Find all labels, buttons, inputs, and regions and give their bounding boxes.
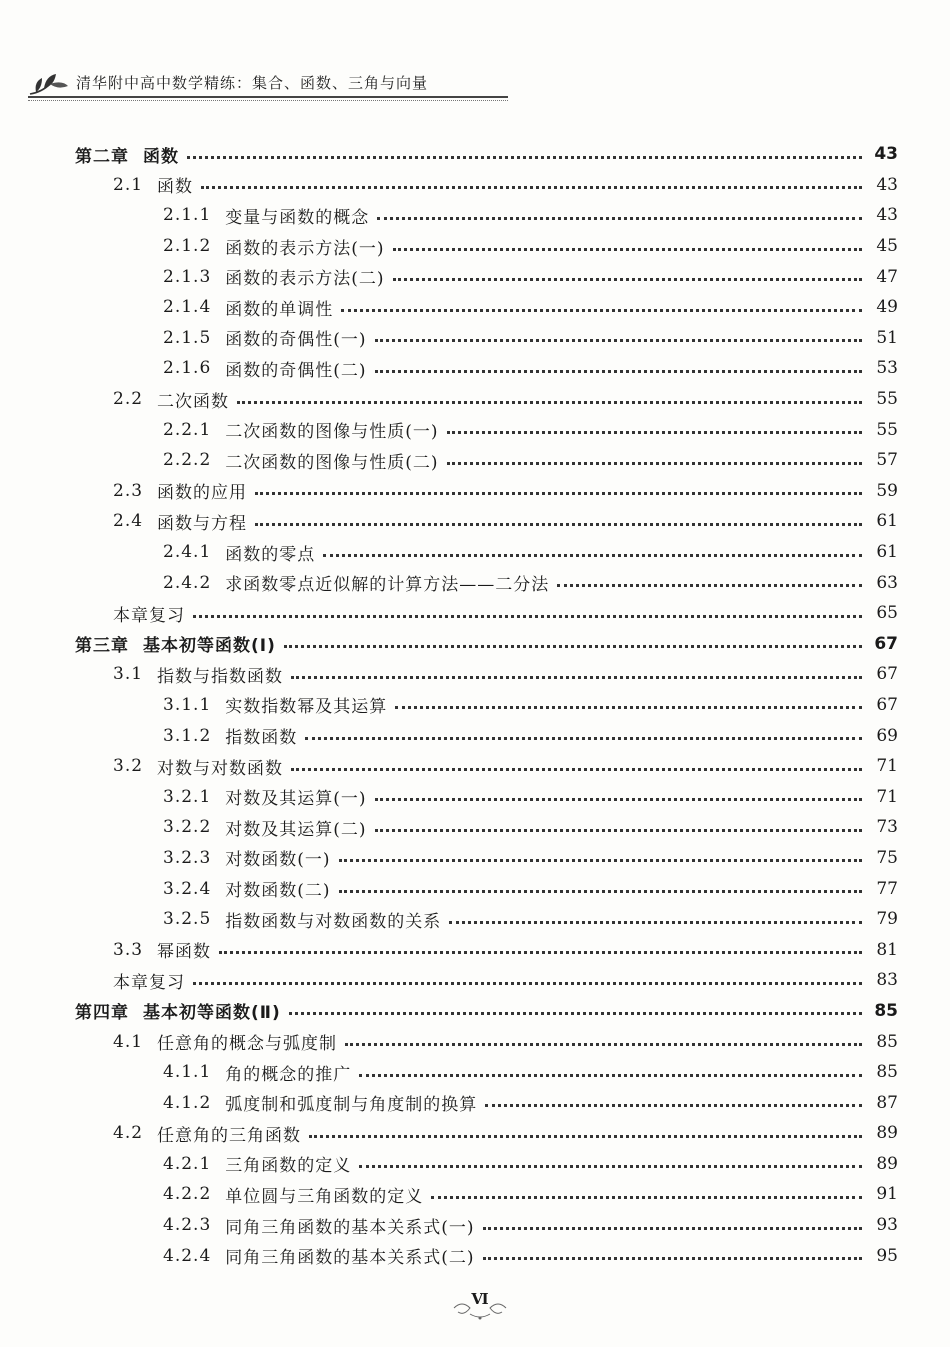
toc-page-number: 67: [876, 694, 898, 715]
toc-title: 本章复习: [113, 972, 185, 993]
dot-leader: [291, 768, 862, 771]
toc-number: 3.1.1: [163, 694, 212, 715]
dot-leader: [375, 829, 862, 832]
toc-number: 3.2: [113, 756, 144, 777]
toc-number: 2.1.2: [163, 236, 212, 257]
toc-subsection: [0, 690, 950, 721]
toc-title: 对数及其运算(二): [225, 819, 367, 840]
dot-leader: [483, 1227, 862, 1230]
dot-leader: [377, 217, 862, 220]
toc-subsection: [0, 323, 950, 354]
toc-number: 3.2.1: [163, 786, 212, 807]
toc-subsection: [0, 537, 950, 568]
toc-title: 函数的应用: [157, 483, 248, 504]
toc-page-number: 65: [876, 603, 898, 624]
toc-number: 2.1.5: [163, 327, 212, 348]
header-rule: [28, 96, 508, 98]
toc-page-number: 91: [876, 1184, 898, 1205]
toc-number: 3.2.3: [163, 847, 212, 868]
toc-number: 2.2: [113, 389, 144, 410]
toc-subsection: [0, 904, 950, 935]
toc-chapter: [0, 139, 950, 170]
toc-section: [0, 476, 950, 507]
toc-number: 第二章: [75, 146, 129, 167]
toc-page-number: 55: [876, 419, 898, 440]
dot-leader: [339, 890, 862, 893]
running-header: [28, 62, 508, 102]
toc-number: 4.1.1: [163, 1062, 212, 1083]
toc-page-number: 87: [876, 1092, 898, 1113]
toc-chapter: [0, 629, 950, 660]
dot-leader: [393, 248, 862, 251]
toc-number: 3.2.4: [163, 878, 212, 899]
toc-page-number: 55: [876, 389, 898, 410]
toc-title: 对数函数(一): [225, 850, 331, 871]
toc-title: 二次函数的图像与性质(一): [225, 422, 439, 443]
toc-title: 同角三角函数的基本关系式(二): [225, 1248, 475, 1269]
toc-subsection: [0, 445, 950, 476]
toc-page-number: 69: [876, 725, 898, 746]
leaf-sprig-icon: [28, 70, 72, 98]
dot-leader: [375, 798, 862, 801]
toc-page-number: 93: [876, 1215, 898, 1236]
toc-subsection: [0, 1240, 950, 1271]
toc-title: 同角三角函数的基本关系式(一): [225, 1217, 475, 1238]
toc-page-number: 47: [876, 266, 898, 287]
toc-number: 2.2.1: [163, 419, 212, 440]
toc-number: 4.2.1: [163, 1153, 212, 1174]
toc-title: 函数的表示方法(一): [225, 238, 385, 259]
toc-title: 任意角的概念与弧度制: [157, 1034, 338, 1055]
toc-subsection: [0, 567, 950, 598]
toc-number: 3.3: [113, 939, 144, 960]
dot-leader: [341, 309, 862, 312]
dot-leader: [305, 737, 862, 740]
toc-page-number: 57: [876, 450, 898, 471]
dot-leader: [449, 921, 862, 924]
dot-leader: [393, 278, 862, 281]
toc-title: 实数指数幂及其运算: [225, 697, 388, 718]
toc-title: 函数的奇偶性(二): [225, 360, 367, 381]
toc-page-number: 83: [876, 970, 898, 991]
toc-title: 求函数零点近似解的计算方法——二分法: [225, 575, 550, 596]
toc-subsection: [0, 843, 950, 874]
toc-subsection: [0, 292, 950, 323]
toc-section: [0, 659, 950, 690]
toc-number: 2.1.1: [163, 205, 212, 226]
toc-title: 函数: [157, 177, 194, 198]
toc-title: 对数及其运算(一): [225, 789, 367, 810]
dot-leader: [187, 156, 862, 159]
toc-title: 基本初等函数(Ⅰ): [143, 636, 276, 657]
toc-title: 幂函数: [157, 942, 212, 963]
dot-leader: [485, 1104, 862, 1107]
toc-title: 函数的表示方法(二): [225, 269, 385, 290]
toc-title: 函数与方程: [157, 513, 248, 534]
dot-leader: [237, 401, 862, 404]
toc-page-number: 49: [876, 297, 898, 318]
toc-subsection: [0, 873, 950, 904]
toc-number: 4.1.2: [163, 1092, 212, 1113]
toc-number: 3.2.2: [163, 817, 212, 838]
dot-leader: [557, 584, 862, 587]
toc-number: 3.1: [113, 664, 144, 685]
toc-section: [0, 384, 950, 415]
toc-subsection: [0, 1087, 950, 1118]
toc-title: 角的概念的推广: [225, 1064, 352, 1085]
toc-number: 4.2: [113, 1123, 144, 1144]
toc-subsection: [0, 812, 950, 843]
toc-section: [0, 1026, 950, 1057]
toc-title: 二次函数: [157, 391, 230, 412]
toc-number: 2.1.6: [163, 358, 212, 379]
toc-page-number: 89: [876, 1123, 898, 1144]
toc-number: 第三章: [75, 636, 129, 657]
toc-page-number: 61: [876, 542, 898, 563]
toc-title: 对数与对数函数: [157, 758, 284, 779]
toc-page-number: 85: [876, 1031, 898, 1052]
dot-leader: [431, 1196, 862, 1199]
toc-section: [0, 751, 950, 782]
toc-subsection: [0, 261, 950, 292]
toc-subsection: [0, 781, 950, 812]
dot-leader: [483, 1257, 862, 1260]
toc-page-number: 81: [876, 939, 898, 960]
toc-title: 指数与指数函数: [157, 666, 284, 687]
toc-title: 弧度制和弧度制与角度制的换算: [225, 1095, 478, 1116]
toc-subsection: [0, 231, 950, 262]
toc-number: 2.1.4: [163, 297, 212, 318]
dot-leader: [193, 615, 862, 618]
toc-page-number: 53: [876, 358, 898, 379]
dot-leader: [255, 523, 862, 526]
toc-title: 二次函数的图像与性质(二): [225, 452, 439, 473]
toc-page-number: 59: [876, 480, 898, 501]
toc-page-number: 45: [876, 236, 898, 257]
toc-section: [0, 1118, 950, 1149]
toc-title: 函数的零点: [225, 544, 316, 565]
dot-leader: [447, 462, 862, 465]
toc-section: [0, 170, 950, 201]
toc-page-number: 75: [876, 847, 898, 868]
toc-page-number: 67: [874, 633, 898, 654]
toc-title: 指数函数与对数函数的关系: [225, 911, 442, 932]
dot-leader: [255, 492, 862, 495]
toc-section: [0, 934, 950, 965]
toc-number: 4.2.3: [163, 1215, 212, 1236]
dot-leader: [447, 431, 862, 434]
toc-number: 3.2.5: [163, 909, 212, 930]
toc-page-number: 71: [876, 756, 898, 777]
toc-number: 第四章: [75, 1003, 129, 1024]
toc-title: 基本初等函数(Ⅱ): [143, 1003, 281, 1024]
dot-leader: [309, 1135, 862, 1138]
toc-subsection: [0, 353, 950, 384]
toc-title: 单位圆与三角函数的定义: [225, 1186, 424, 1207]
toc-page-number: 61: [876, 511, 898, 532]
toc-number: 2.1.3: [163, 266, 212, 287]
toc-page-number: 67: [876, 664, 898, 685]
dot-leader: [345, 1043, 862, 1046]
toc-subsection: [0, 1057, 950, 1088]
toc-page-number: 85: [874, 1000, 898, 1021]
toc-number: 3.1.2: [163, 725, 212, 746]
toc-page-number: 71: [876, 786, 898, 807]
toc-number: 2.4.2: [163, 572, 212, 593]
toc-page-number: 89: [876, 1153, 898, 1174]
toc-number: 4.2.4: [163, 1245, 212, 1266]
dot-leader: [359, 1074, 862, 1077]
dot-leader: [284, 645, 862, 648]
toc-page-number: 51: [876, 327, 898, 348]
toc-number: 2.4: [113, 511, 144, 532]
toc-page-number: 43: [874, 144, 898, 165]
table-of-contents: [0, 139, 950, 1271]
toc-title: 函数的奇偶性(一): [225, 330, 367, 351]
toc-subsection: [0, 720, 950, 751]
page-footer: [440, 1290, 520, 1324]
dot-leader: [359, 1165, 862, 1168]
dot-leader: [339, 859, 862, 862]
toc-page-number: 43: [876, 205, 898, 226]
toc-number: 4.2.2: [163, 1184, 212, 1205]
toc-subsection: [0, 414, 950, 445]
header-title: 清华附中高中数学精练：集合、函数、三角与向量: [76, 74, 429, 92]
page-number: Ⅵ: [471, 1290, 489, 1308]
toc-subsection: [0, 200, 950, 231]
dot-leader: [219, 951, 862, 954]
toc-title: 本章复习: [113, 605, 185, 626]
toc-subsection: [0, 1149, 950, 1180]
toc-number: 2.4.1: [163, 542, 212, 563]
toc-subsection: [0, 1210, 950, 1241]
dot-leader: [375, 370, 862, 373]
toc-page-number: 43: [876, 174, 898, 195]
toc-section: [0, 506, 950, 537]
dot-leader: [291, 676, 862, 679]
toc-section: [0, 965, 950, 996]
toc-page-number: 79: [876, 909, 898, 930]
toc-page-number: 95: [876, 1245, 898, 1266]
toc-subsection: [0, 1179, 950, 1210]
dot-leader: [193, 982, 862, 985]
toc-title: 函数: [143, 146, 179, 167]
toc-number: 4.1: [113, 1031, 144, 1052]
toc-page-number: 73: [876, 817, 898, 838]
toc-section: [0, 598, 950, 629]
toc-page-number: 77: [876, 878, 898, 899]
toc-page-number: 63: [876, 572, 898, 593]
toc-title: 任意角的三角函数: [157, 1125, 302, 1146]
header-rule-dotted: [28, 100, 508, 101]
toc-title: 指数函数: [225, 728, 298, 749]
dot-leader: [323, 554, 862, 557]
toc-number: 2.1: [113, 174, 144, 195]
dot-leader: [289, 1012, 862, 1015]
toc-chapter: [0, 996, 950, 1027]
toc-title: 函数的单调性: [225, 299, 334, 320]
dot-leader: [375, 339, 862, 342]
toc-page-number: 85: [876, 1062, 898, 1083]
dot-leader: [395, 706, 862, 709]
dot-leader: [201, 186, 862, 189]
toc-title: 三角函数的定义: [225, 1156, 352, 1177]
floral-ornament-icon: [450, 1298, 510, 1322]
toc-title: 变量与函数的概念: [225, 207, 370, 228]
toc-number: 2.2.2: [163, 450, 212, 471]
toc-title: 对数函数(二): [225, 881, 331, 902]
toc-number: 2.3: [113, 480, 144, 501]
